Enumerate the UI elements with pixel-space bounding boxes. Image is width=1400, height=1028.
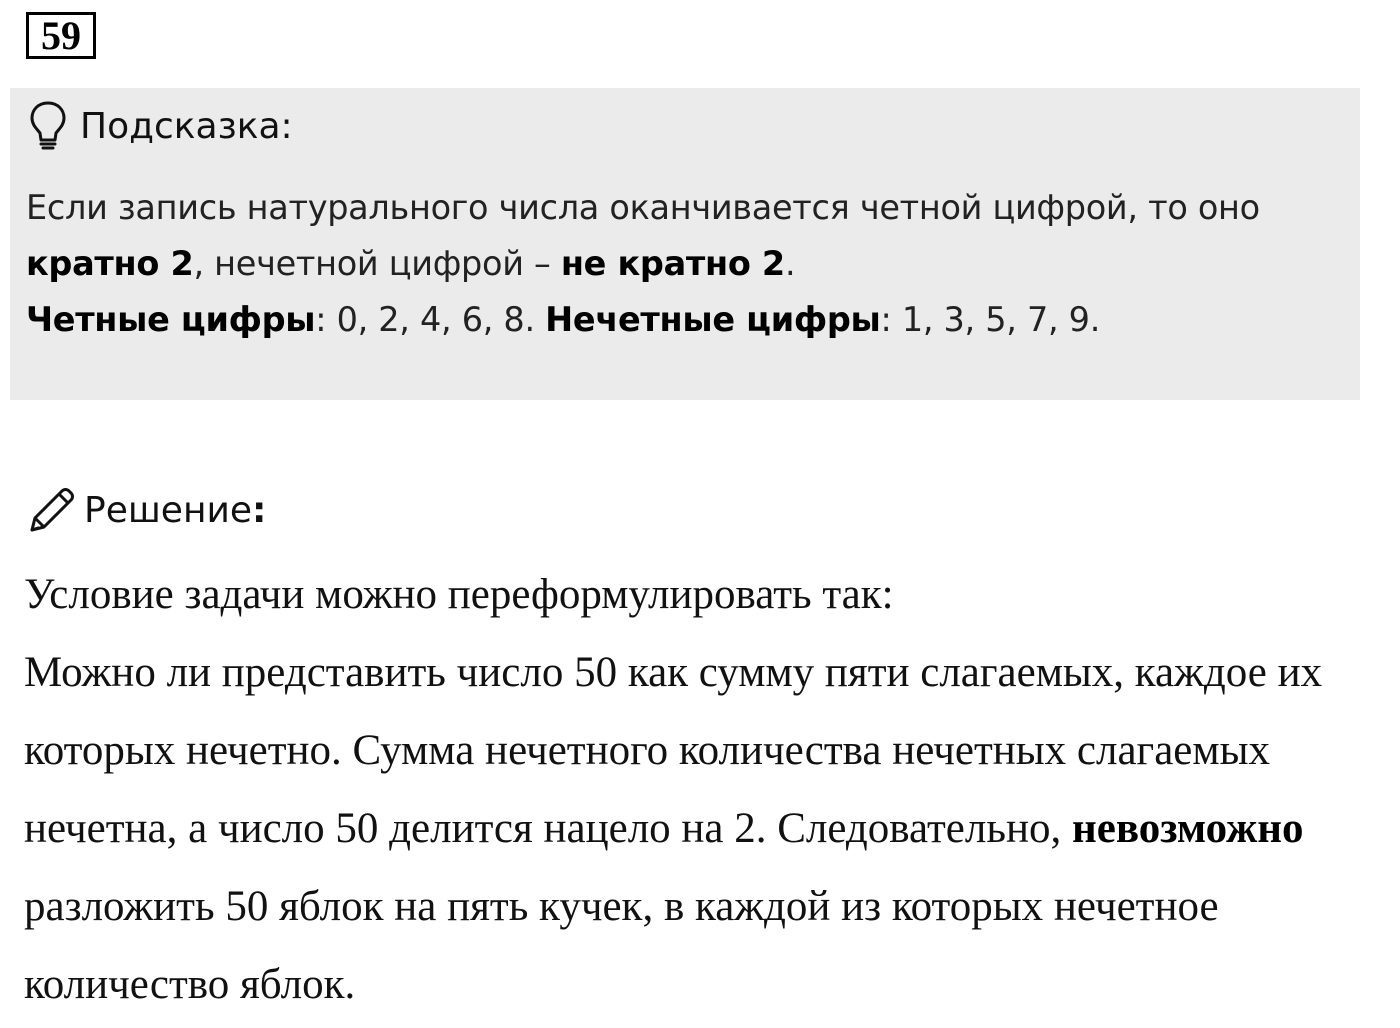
hint-paragraph-2 — [26, 292, 1356, 348]
pencil-icon — [26, 484, 78, 536]
hint-text-span: . — [784, 244, 796, 283]
hint-text — [26, 180, 1356, 348]
hint-text-span: , нечетной цифрой – — [193, 244, 561, 283]
hint-title: Подсказка: — [80, 105, 293, 147]
hint-box — [10, 88, 1360, 400]
solution-text — [24, 556, 1364, 1024]
solution-bold-span: невозможно — [1071, 805, 1304, 852]
hint-bold-span: не кратно 2 — [560, 244, 785, 283]
hint-bold-span: Нечетные цифры — [545, 300, 881, 339]
solution-text-span: разложить 50 яблок на пять кучек, в каждой из которых нечетное количество яблок. — [24, 883, 1219, 1008]
task-number: 59 — [26, 12, 96, 59]
lightbulb-icon — [28, 100, 68, 152]
hint-text-span: Если запись натурального числа оканчивается четной цифрой, то оно — [26, 188, 1260, 227]
solution-title — [84, 490, 266, 531]
hint-bold-span: Четные цифры — [26, 300, 316, 339]
solution-header — [26, 482, 266, 538]
solution-text-span: Можно ли представить число 50 как сумму пяти слагаемых, каждое их которых нечетно. Сумма нечетного количества нечетных слагаемых нечетна, а число 50 делится нацело на 2. Следовательно, — [24, 649, 1323, 852]
hint-bold-span: кратно 2 — [26, 244, 194, 283]
solution-title-colon: : — [252, 489, 267, 531]
hint-text-span: : 0, 2, 4, 6, 8. — [315, 300, 546, 339]
hint-text-span: : 1, 3, 5, 7, 9. — [880, 300, 1101, 339]
solution-paragraph-1: Условие задачи можно переформулировать так: — [24, 571, 894, 618]
hint-paragraph-1 — [26, 180, 1356, 292]
solution-paragraph-2 — [24, 634, 1364, 1024]
hint-header — [28, 96, 293, 156]
solution-title-text: Решение — [84, 489, 253, 531]
